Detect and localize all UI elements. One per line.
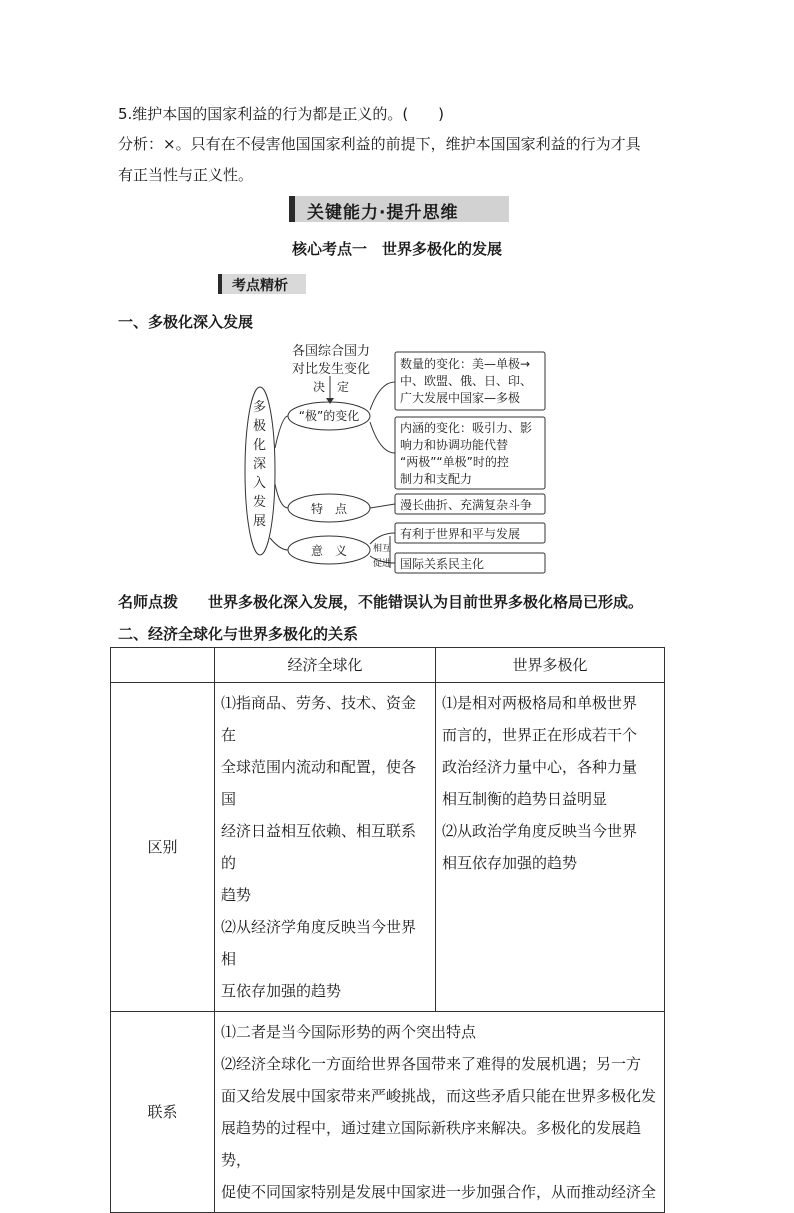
quantity-line: 中、欧盟、俄、日、印、 [400, 374, 533, 388]
root-char: 深 [253, 457, 267, 472]
pole-change-label: “极”的变化 [298, 409, 360, 423]
decide-label: 决 定 [313, 380, 350, 394]
cell-connection [215, 1012, 665, 1213]
section2-title: 二、经济全球化与世界多极化的关系 [118, 625, 359, 643]
democracy-box-text: 国际关系民主化 [400, 557, 485, 571]
connector-feature [370, 504, 395, 508]
cell-line: ⑴指商品、劳务、技术、资金在 [221, 694, 417, 744]
section-tag-label: 考点精析 [232, 278, 288, 294]
cell-line: 促使不同国家特别是发展中国家进一步加强合作，从而推动经济全 [221, 1183, 657, 1201]
tip-text: 世界多极化深入发展，不能错误认为目前世界多极化格局已形成。 [208, 593, 644, 611]
question-5: 5.维护本国的国家利益的行为都是正义的。( ) [118, 105, 445, 123]
section1-title: 一、多极化深入发展 [118, 313, 254, 331]
meaning-label: 意 义 [310, 544, 348, 558]
analysis-line-1: 分析：×。只有在不侵害他国国家利益的前提下，维护本国国家利益的行为才具 [118, 135, 641, 153]
banner-title: 关键能力·提升思维 [307, 203, 459, 223]
section-banner [289, 196, 509, 222]
feature-label: 特 点 [310, 502, 348, 516]
branch-feature [275, 484, 288, 508]
cell-line: 相互依存加强的趋势 [442, 854, 578, 872]
cell-multipolarity-difference [436, 683, 665, 1012]
teacher-tip [118, 591, 673, 612]
core-point-title: 核心考点一 世界多极化的发展 [291, 240, 502, 258]
quantity-line: 数量的变化：美—单极→ [400, 357, 531, 371]
cause-line-2: 对比发生变化 [292, 362, 371, 377]
multipolarity-diagram [240, 338, 560, 578]
analysis-line-2: 有正当性与正义性。 [118, 166, 254, 184]
col-header-multipolarity: 世界多极化 [436, 648, 665, 683]
row-label-difference: 区别 [111, 683, 215, 1012]
root-char: 入 [253, 476, 267, 491]
connector-quantity [370, 382, 395, 410]
root-char: 发 [253, 495, 267, 510]
branch-meaning [270, 538, 288, 550]
cell-line: 展趋势的过程中，通过建立国际新秩序来解决。多极化的发展趋势， [221, 1119, 642, 1169]
cell-line: ⑴是相对两极格局和单极世界 [442, 694, 638, 712]
cell-line: 相互制衡的趋势日益明显 [442, 790, 608, 808]
root-char: 多 [253, 400, 267, 415]
table-corner [111, 648, 215, 683]
cell-line: 面又给发展中国家带来严峻挑战，而这些矛盾只能在世界多极化发 [221, 1087, 657, 1105]
cell-line: 趋势 [221, 886, 252, 904]
decide-arrowhead [326, 398, 334, 404]
section-tag [218, 274, 306, 294]
content-line: 制力和支配力 [400, 472, 473, 486]
cell-line: 经济日益相互依赖、相互联系的 [221, 822, 417, 872]
root-char: 化 [253, 438, 267, 453]
branch-pole [275, 416, 288, 448]
mutual-label-2: 促进 [373, 559, 392, 569]
cell-line: ⑵从政治学角度反映当今世界 [442, 822, 638, 840]
content-line: “两极”“单极”时的控 [400, 455, 509, 469]
cell-line: ⑵从经济学角度反映当今世界相 [221, 918, 417, 968]
cell-line: 政治经济力量中心，各种力量 [442, 758, 638, 776]
relation-table [110, 647, 665, 1213]
root-char: 展 [253, 514, 267, 529]
mutual-label-1: 相互 [373, 544, 392, 554]
row-label-connection: 联系 [111, 1012, 215, 1213]
content-line: 响力和协调功能代替 [400, 438, 509, 452]
content-line: 内涵的变化：吸引力、影 [400, 421, 533, 435]
cell-line: 全球范围内流动和配置，使各国 [221, 758, 417, 808]
cell-line: ⑴二者是当今国际形势的两个突出特点 [221, 1023, 477, 1041]
connector-peace [370, 533, 395, 544]
cause-line-1: 各国综合国力 [292, 344, 371, 359]
root-char: 极 [253, 419, 267, 434]
col-header-globalization: 经济全球化 [215, 648, 436, 683]
quantity-line: 广大发展中国家—多极 [400, 391, 521, 405]
cell-line: 而言的，世界正在形成若干个 [442, 726, 638, 744]
connector-content [370, 422, 395, 453]
root-text [253, 400, 266, 529]
peace-box-text: 有利于世界和平与发展 [400, 527, 521, 541]
feature-box-text: 漫长曲折、充满复杂斗争 [400, 498, 533, 512]
tip-label: 名师点拨 [118, 593, 179, 611]
cell-line: ⑵经济全球化一方面给世界各国带来了难得的发展机遇；另一方 [221, 1055, 642, 1073]
cell-line: 互依存加强的趋势 [221, 982, 342, 1000]
cell-globalization-difference [215, 683, 436, 1012]
